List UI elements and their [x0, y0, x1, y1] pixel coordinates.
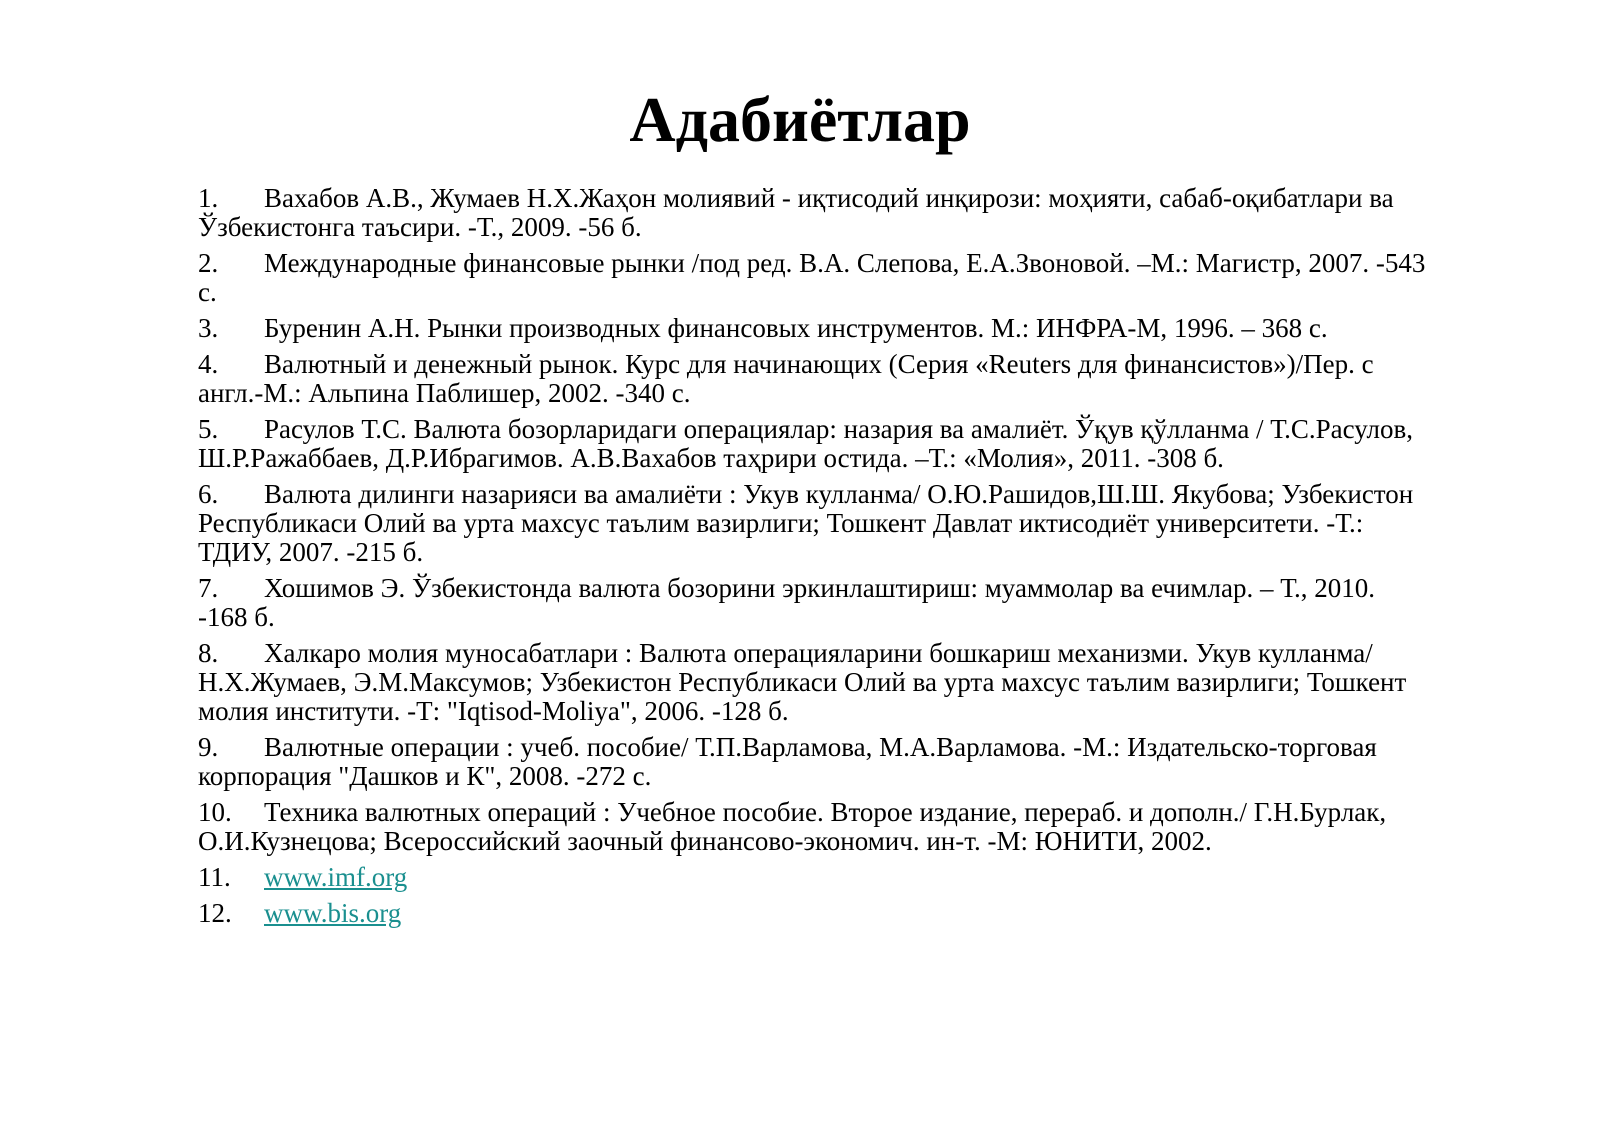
bis-link[interactable]: www.bis.org: [264, 898, 402, 928]
item-text: Халкаро молия муносабатлари : Валюта операцияларини бошкариш механизми. Укув кулланма/ Н.Х.Жумаев, Э.М.Максумов; Узбекистон Республикаси Олий ва урта махсус таълим вазирлиги; Тошкент молия институти. -Т: "Iqtisod-Moliya", 2006. -128 б.: [198, 638, 1407, 726]
item-number: 2.: [198, 248, 219, 278]
item-number: 9.: [198, 732, 219, 762]
item-number: 11.: [198, 862, 231, 892]
item-number: 12.: [198, 898, 232, 928]
item-text: Расулов Т.С. Валюта бозорларидаги операциялар: назария ва амалиёт. Ўқув қўлланма / Т.С.Расулов, Ш.Р.Ражаббаев, Д.Р.Ибрагимов. А.В.Вахабов таҳрири остида. –Т.: «Молия», 2011. -308 б.: [198, 414, 1414, 473]
list-item: [198, 798, 1428, 856]
item-number: 10.: [198, 797, 232, 827]
list-item: [198, 350, 1428, 408]
list-item: [198, 249, 1428, 307]
list-item: [198, 733, 1428, 791]
item-text: Валюта дилинги назарияси ва амалиёти : Укув кулланма/ О.Ю.Рашидов,Ш.Ш. Якубова; Узбекистон Республикаси Олий ва урта махсус таълим вазирлиги; Тошкент Давлат иктисодиёт университети. -Т.: ТДИУ, 2007. -215 б.: [198, 479, 1414, 567]
list-item-link: [198, 863, 1428, 892]
item-number: 1.: [198, 183, 219, 213]
list-item: [198, 480, 1428, 567]
list-item: [198, 574, 1428, 632]
page-title: Адабиётлар: [629, 84, 971, 155]
item-text: Валютные операции : учеб. пособие/ Т.П.Варламова, М.А.Варламова. -М.: Издательско-торговая корпорация "Дашков и К", 2008. -272 с.: [198, 732, 1377, 791]
item-number: 4.: [198, 349, 219, 379]
item-number: 5.: [198, 414, 219, 444]
list-item: [198, 314, 1428, 343]
list-item: [198, 639, 1428, 726]
item-text: Международные финансовые рынки /под ред. В.А. Слепова, Е.А.Звоновой. –М.: Магистр, 2007. -543 с.: [198, 248, 1426, 307]
item-text: Хошимов Э. Ўзбекистонда валюта бозорини эркинлаштириш: муаммолар ва ечимлар. – Т., 2010. -168 б.: [198, 573, 1375, 632]
imf-link[interactable]: www.imf.org: [264, 862, 408, 892]
item-number: 6.: [198, 479, 219, 509]
item-text: Валютный и денежный рынок. Курс для начинающих (Серия «Reuters для финансистов»)/Пер. с англ.-М.: Альпина Паблишер, 2002. -340 с.: [198, 349, 1374, 408]
item-number: 3.: [198, 313, 219, 343]
reference-list: [198, 184, 1428, 935]
list-item: [198, 184, 1428, 242]
list-item: [198, 415, 1428, 473]
item-text: Вахабов А.В., Жумаев Н.Х.Жаҳон молиявий - иқтисодий инқирози: моҳияти, сабаб-оқибатлари ва Ўзбекистонга таъсири. -Т., 2009. -56 б.: [198, 183, 1394, 242]
item-text: Техника валютных операций : Учебное пособие. Второе издание, перераб. и дополн./ Г.Н.Бурлак, О.И.Кузнецова; Всероссийский заочный финансово-экономич. ин-т. -М: ЮНИТИ, 2002.: [198, 797, 1387, 856]
item-number: 8.: [198, 638, 219, 668]
list-item-link: [198, 899, 1428, 928]
item-text: Буренин А.Н. Рынки производных финансовых инструментов. М.: ИНФРА-М, 1996. – 368 с.: [264, 313, 1328, 343]
item-number: 7.: [198, 573, 219, 603]
